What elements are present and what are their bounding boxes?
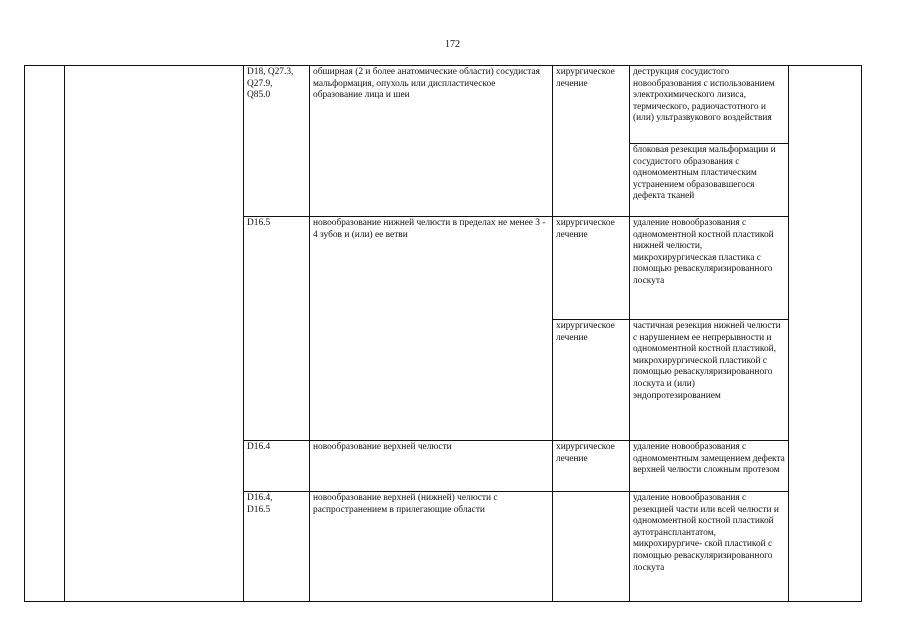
diagnosis-codes-cell: D16.4, D16.5 (244, 492, 310, 602)
blank-column-number (25, 66, 65, 602)
treatment-type-cell: хирургическое лечение (553, 66, 630, 217)
treatment-method-cell: блоковая резекция мальформации и сосудистого образования с одномоментным пластическим устранением образовавшегося дефекта тканей (630, 144, 789, 217)
blank-column-profile (65, 66, 244, 602)
table-body (25, 66, 862, 602)
treatment-type-cell: хирургическое лечение (553, 320, 630, 441)
treatment-type-cell: хирургическое лечение (553, 217, 630, 320)
treatment-method-cell: удаление новообразования с одномоментным замещением дефекта верхней челюсти сложным протезом (630, 441, 789, 492)
treatment-method-cell: удаление новообразования с одномоментной костной пластикой нижней челюсти, микрохирургическая пластика с помощью реваскуляризированного лоскута (630, 217, 789, 320)
medical-care-table (24, 65, 862, 602)
blank-column-cost (789, 66, 862, 602)
diagnosis-codes-cell: D16.5 (244, 217, 310, 441)
condition-description-cell: новообразование нижней челюсти в пределах не менее 3 - 4 зубов и (или) ее ветви (310, 217, 553, 441)
page-number: 172 (445, 39, 460, 50)
diagnosis-codes-cell: D18, Q27.3, Q27.9, Q85.0 (244, 66, 310, 217)
condition-description-cell: обширная (2 и более анатомические области) сосудистая мальформация, опухоль или диспластическое образование лица и шеи (310, 66, 553, 217)
treatment-method-cell: деструкция сосудистого новообразования с использованием электрохимического лизиса, термического, радиочастотного и (или) ультразвукового воздействия (630, 66, 789, 144)
diagnosis-codes-cell: D16.4 (244, 441, 310, 492)
treatment-type-cell: хирургическое лечение (553, 441, 630, 492)
table-row (25, 66, 862, 144)
treatment-type-cell (553, 492, 630, 602)
treatment-method-cell: удаление новообразования с резекцией части или всей челюсти и одномоментной костной пластикой аутотрансплантатом, микрохирургиче- ской пластикой с помощью реваскуляризированного лоскута (630, 492, 789, 602)
treatment-method-cell: частичная резекция нижней челюсти с нарушением ее непрерывности и одномоментной костной пластикой, микрохирургической пластикой с помощью реваскуляризированного лоскута и (или) эндопротезированием (630, 320, 789, 441)
condition-description-cell: новообразование верхней челюсти (310, 441, 553, 492)
condition-description-cell: новообразование верхней (нижней) челюсти с распространением в прилегающие области (310, 492, 553, 602)
